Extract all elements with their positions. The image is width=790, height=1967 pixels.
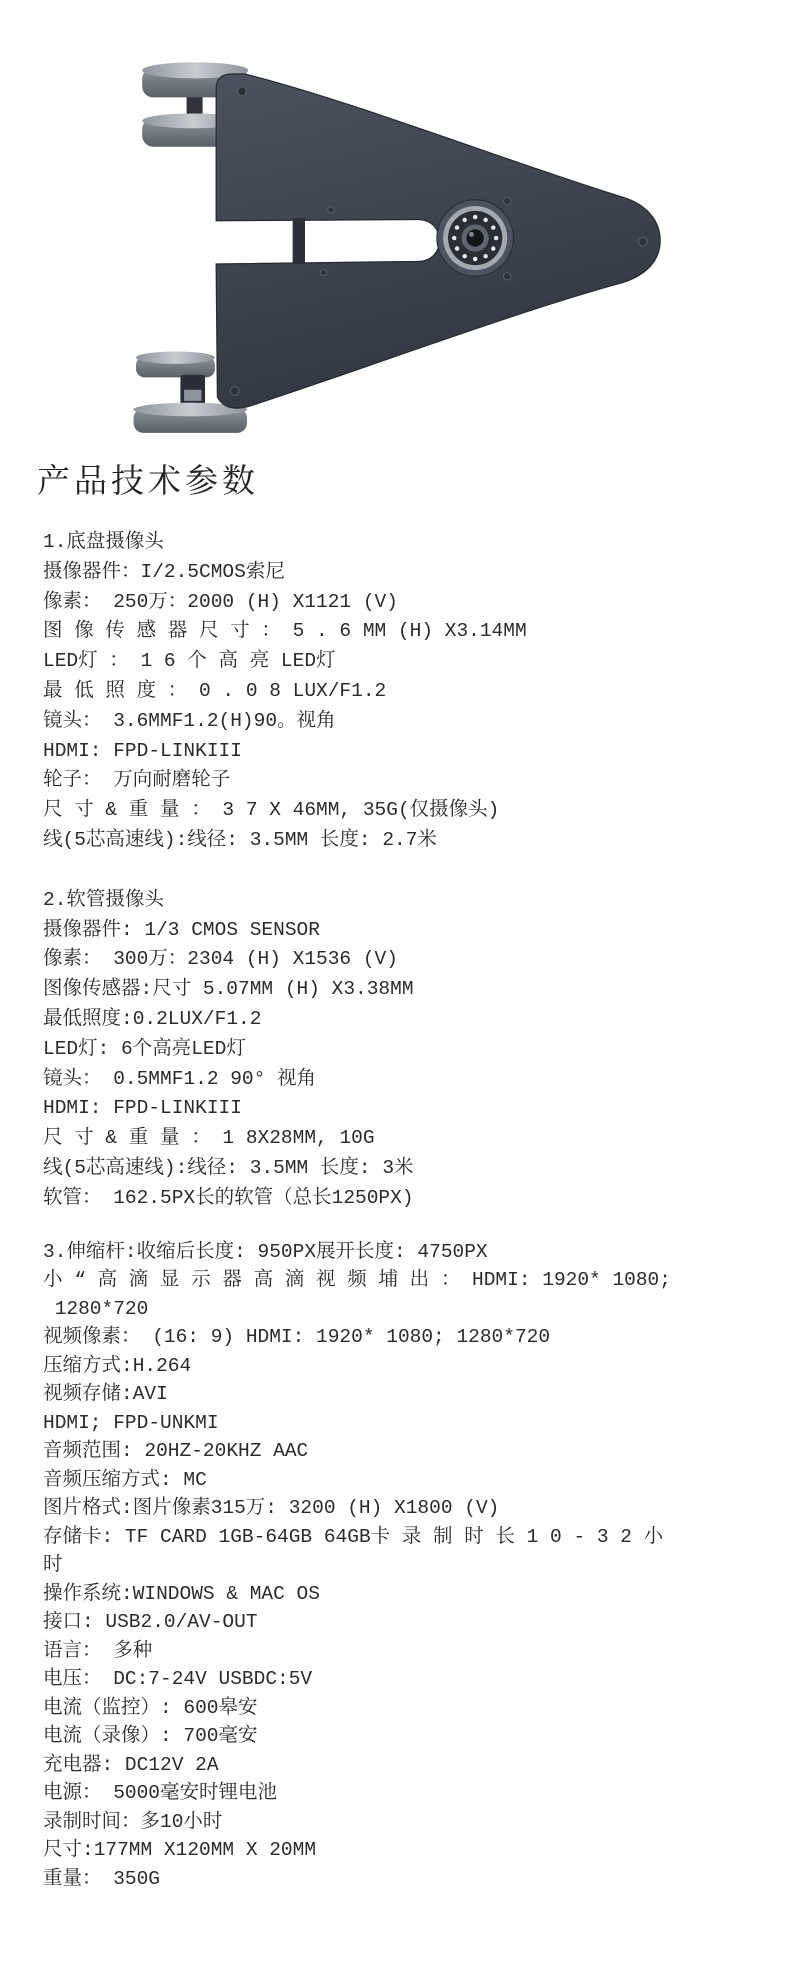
spec-line: 图片格式:图片像素315万: 3200 (H) X1800 (V) [43,1497,500,1520]
spec-list [43,528,783,1893]
spec-line: 尺 寸 & 重 量 ： 1 8X28MM, 10G [43,1127,375,1150]
spec-line: 最 低 照 度 ： 0 . 0 8 LUX/F1.2 [43,679,387,702]
spec-line: 音频压缩方式: MC [43,1468,207,1491]
spec-line: 镜头： 0.5MMF1.2 90° 视角 [43,1067,317,1090]
spec-line: 软管： 162.5PX长的软管（总长1250PX) [43,1186,414,1209]
section-heading: 2.软管摄像头 [43,888,164,911]
spec-line: 小 “ 高 滴 显 示 器 高 滴 视 频 埔 出 ： HDMI: 1920* 1080; [43,1269,671,1292]
camera-lens-icon [437,200,513,276]
spec-line: 视频存储:AVI [43,1383,168,1406]
product-photo [0,0,790,444]
spec-line: 接口: USB2.0/AV-OUT [43,1611,258,1634]
spec-line: HDMI: FPD-LINKIII [43,739,242,762]
spec-line: 像素： 300万：2304 (H) X1536 (V) [43,948,398,971]
spec-line: 重量： 350G [43,1867,161,1890]
spec-line: HDMI; FPD-UNKMI [43,1411,219,1434]
spec-line: 线(5芯高速线):线径: 3.5MM 长度: 2.7米 [43,828,437,851]
spec-line: 视频像素： (16: 9) HDMI: 1920* 1080; 1280*720 [43,1326,551,1349]
section-chassis-camera [43,528,783,856]
spec-line: 存储卡: TF CARD 1GB-64GB 64GB卡 录 制 时 长 1 0 - 3 2 小 [43,1525,664,1548]
section-hose-camera [43,886,783,1214]
spec-line: 录制时间：多10小时 [43,1810,223,1833]
spec-line: 操作系统:WINDOWS & MAC OS [43,1582,320,1605]
spec-line: 镜头： 3.6MMF1.2(H)90。视角 [43,709,336,732]
spec-line: 电流（录像）: 700毫安 [43,1725,258,1748]
spec-line: 最低照度:0.2LUX/F1.2 [43,1007,262,1030]
spec-line: 尺 寸 & 重 量 ： 3 7 X 46MM, 35G(仅摄像头) [43,799,500,822]
spec-line: 电流（监控）: 600皋安 [43,1696,258,1719]
spec-line: 音频范围: 20HZ-20KHZ AAC [43,1440,309,1463]
spec-line: 摄像器件: 1/3 CMOS SENSOR [43,918,320,941]
spec-line: LED灯: 6个高亮LED灯 [43,1037,246,1060]
spec-line: 线(5芯高速线):线径: 3.5MM 长度: 3米 [43,1156,414,1179]
spec-line: 摄像器件：I/2.5CMOS索尼 [43,560,285,583]
spec-line: 电源： 5000毫安时锂电池 [43,1782,278,1805]
spec-title: 产品技术参数 [37,461,259,500]
spec-line: 语言： 多种 [43,1639,153,1662]
spec-line: 轮子： 万向耐磨轮子 [43,769,231,792]
spec-line: 充电器: DC12V 2A [43,1753,219,1776]
support-post [293,218,305,264]
spec-line: HDMI: FPD-LINKIII [43,1097,242,1120]
spec-line: 1280*720 [43,1297,149,1320]
spec-line: 图像传感器:尺寸 5.07MM (H) X3.38MM [43,978,414,1001]
section-heading: 1.底盘摄像头 [43,531,164,553]
spec-line: 尺寸:177MM X120MM X 20MM [43,1839,317,1862]
spec-line: LED灯 ： 1 6 个 高 亮 LED灯 [43,650,336,673]
section-telescopic-pole [43,1238,783,1894]
spec-line: 压缩方式:H.264 [43,1354,192,1377]
section-heading: 3.伸缩杆:收缩后长度: 950PX展开长度: 4750PX [43,1240,488,1263]
spec-line: 电压： DC:7-24V USBDC:5V [43,1668,313,1691]
spec-line: 时 [43,1554,63,1577]
spec-line: 像素： 250万：2000 (H) X1121 (V) [43,590,398,613]
spec-line: 图 像 传 感 器 尺 寸 ： 5 . 6 MM (H) X3.14MM [43,620,527,643]
